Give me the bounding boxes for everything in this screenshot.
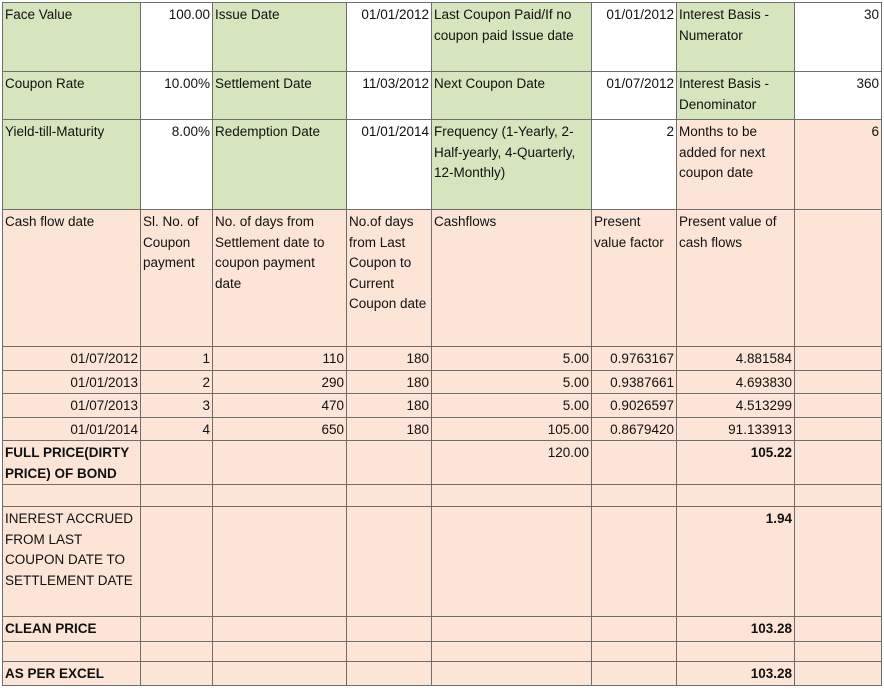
- cell-empty[interactable]: [347, 662, 432, 686]
- cell-months-label[interactable]: Months to be added for next coupon date: [677, 120, 795, 210]
- cell-redemption-label[interactable]: Redemption Date: [213, 120, 347, 210]
- cell-empty[interactable]: [347, 642, 432, 662]
- cell-empty[interactable]: [592, 485, 677, 507]
- cell-empty[interactable]: [432, 507, 592, 617]
- cell-empty[interactable]: [213, 642, 347, 662]
- cell-settlement-label[interactable]: Settlement Date: [213, 72, 347, 120]
- cell-coupon-number[interactable]: 1: [141, 347, 213, 371]
- cell-empty[interactable]: [795, 642, 882, 662]
- cell-empty[interactable]: [795, 662, 882, 686]
- table-row: [3, 370, 882, 394]
- cell-coupon-number[interactable]: 4: [141, 417, 213, 441]
- cell-cash-flow-date[interactable]: 01/07/2013: [3, 394, 141, 418]
- cell-pv-cashflow[interactable]: 91.133913: [677, 417, 795, 441]
- cell-ytm[interactable]: 8.00%: [141, 120, 213, 210]
- blank-row: [3, 642, 882, 662]
- cell-empty[interactable]: [347, 441, 432, 485]
- blank-row: [3, 485, 882, 507]
- cell-interest-num[interactable]: 30: [795, 3, 882, 72]
- cell-empty[interactable]: [213, 441, 347, 485]
- cell-empty[interactable]: [592, 642, 677, 662]
- cell-empty[interactable]: [795, 417, 882, 441]
- cell-empty[interactable]: [3, 642, 141, 662]
- cell-pv-factor[interactable]: 0.9387661: [592, 370, 677, 394]
- cell-days-from-settlement[interactable]: 110: [213, 347, 347, 371]
- cell-empty[interactable]: [432, 662, 592, 686]
- header-cash-flow-date[interactable]: Cash flow date: [3, 210, 141, 347]
- cell-empty[interactable]: [141, 485, 213, 507]
- cell-days-between-coupons[interactable]: 180: [347, 417, 432, 441]
- cell-coupon-rate[interactable]: 10.00%: [141, 72, 213, 120]
- cell-clean-price-label[interactable]: CLEAN PRICE: [3, 617, 141, 642]
- cell-empty[interactable]: [432, 485, 592, 507]
- cell-empty[interactable]: [213, 662, 347, 686]
- table-row: [3, 417, 882, 441]
- as-per-excel-row: [3, 662, 882, 686]
- cell-pv-cashflow[interactable]: 4.881584: [677, 347, 795, 371]
- cell-accrued-interest[interactable]: 1.94: [677, 507, 795, 617]
- cell-empty[interactable]: [795, 347, 882, 371]
- cell-coupon-number[interactable]: 3: [141, 394, 213, 418]
- cell-clean-price[interactable]: 103.28: [677, 617, 795, 642]
- cell-cash-flow-date[interactable]: 01/01/2013: [3, 370, 141, 394]
- cell-empty[interactable]: [795, 370, 882, 394]
- header-cashflows[interactable]: Cashflows: [432, 210, 592, 347]
- cell-empty[interactable]: [592, 507, 677, 617]
- cell-days-between-coupons[interactable]: 180: [347, 394, 432, 418]
- cell-empty[interactable]: [432, 642, 592, 662]
- cell-cashflow[interactable]: 5.00: [432, 347, 592, 371]
- cell-redemption[interactable]: 01/01/2014: [347, 120, 432, 210]
- cell-interest-label[interactable]: INEREST ACCRUED FROM LAST COUPON DATE TO SETTLEMENT DATE: [3, 507, 141, 617]
- cell-frequency-label[interactable]: Frequency (1-Yearly, 2-Half-yearly, 4-Quarterly, 12-Monthly): [432, 120, 592, 210]
- cell-days-from-settlement[interactable]: 650: [213, 417, 347, 441]
- cell-settlement[interactable]: 11/03/2012: [347, 72, 432, 120]
- cell-as-per-excel-label[interactable]: AS PER EXCEL: [3, 662, 141, 686]
- cell-pv-factor[interactable]: 0.9763167: [592, 347, 677, 371]
- header-pv-factor[interactable]: Present value factor: [592, 210, 677, 347]
- cell-frequency[interactable]: 2: [592, 120, 677, 210]
- cell-ytm-label[interactable]: Yield-till-Maturity: [3, 120, 141, 210]
- cell-full-price-label[interactable]: FULL PRICE(DIRTY PRICE) OF BOND: [3, 441, 141, 485]
- accrued-interest-row: [3, 507, 882, 617]
- cell-as-per-excel[interactable]: 103.28: [677, 662, 795, 686]
- cell-face-value-label[interactable]: Face Value: [3, 3, 141, 72]
- cell-empty[interactable]: [141, 642, 213, 662]
- cell-full-price[interactable]: 105.22: [677, 441, 795, 485]
- cell-next-coupon[interactable]: 01/07/2012: [592, 72, 677, 120]
- cell-days-from-settlement[interactable]: 290: [213, 370, 347, 394]
- cell-pv-factor[interactable]: 0.9026597: [592, 394, 677, 418]
- cell-empty[interactable]: [432, 617, 592, 642]
- cell-empty[interactable]: [592, 662, 677, 686]
- cell-empty[interactable]: [795, 394, 882, 418]
- cell-cashflow[interactable]: 105.00: [432, 417, 592, 441]
- cell-days-between-coupons[interactable]: 180: [347, 370, 432, 394]
- params-row-1: [3, 3, 882, 72]
- cell-empty[interactable]: [677, 485, 795, 507]
- header-days-between-coupons[interactable]: No.of days from Last Coupon to Current Coupon date: [347, 210, 432, 347]
- column-header-row: [3, 210, 882, 347]
- cell-last-coupon[interactable]: 01/01/2012: [592, 3, 677, 72]
- cell-empty[interactable]: [141, 617, 213, 642]
- cell-cashflow[interactable]: 5.00: [432, 394, 592, 418]
- table-row: [3, 394, 882, 418]
- cell-empty[interactable]: [141, 507, 213, 617]
- cell-pv-cashflow[interactable]: 4.693830: [677, 370, 795, 394]
- cell-days-between-coupons[interactable]: 180: [347, 347, 432, 371]
- cell-cash-flow-date[interactable]: 01/01/2014: [3, 417, 141, 441]
- cell-interest-den[interactable]: 360: [795, 72, 882, 120]
- cell-pv-cashflow[interactable]: 4.513299: [677, 394, 795, 418]
- cell-cash-flow-date[interactable]: 01/07/2012: [3, 347, 141, 371]
- cell-last-coupon-label[interactable]: Last Coupon Paid/If no coupon paid Issue date: [432, 3, 592, 72]
- cell-empty[interactable]: [795, 485, 882, 507]
- params-row-3: [3, 120, 882, 210]
- cell-face-value[interactable]: 100.00: [141, 3, 213, 72]
- cell-coupon-number[interactable]: 2: [141, 370, 213, 394]
- params-row-2: [3, 72, 882, 120]
- cell-empty[interactable]: [592, 441, 677, 485]
- cell-empty[interactable]: [213, 507, 347, 617]
- cell-empty[interactable]: [3, 485, 141, 507]
- cell-empty[interactable]: [795, 441, 882, 485]
- cell-empty[interactable]: [141, 662, 213, 686]
- cell-months[interactable]: 6: [795, 120, 882, 210]
- cell-days-from-settlement[interactable]: 470: [213, 394, 347, 418]
- cell-empty[interactable]: [141, 441, 213, 485]
- cell-empty[interactable]: [795, 507, 882, 617]
- cell-empty[interactable]: [677, 642, 795, 662]
- header-coupon-number[interactable]: Sl. No. of Coupon payment: [141, 210, 213, 347]
- cell-empty[interactable]: [213, 617, 347, 642]
- cell-empty[interactable]: [347, 485, 432, 507]
- cell-cashflow[interactable]: 5.00: [432, 370, 592, 394]
- cell-total-cashflows[interactable]: 120.00: [432, 441, 592, 485]
- full-price-row: [3, 441, 882, 485]
- table-row: [3, 347, 882, 371]
- header-pv-cashflows[interactable]: Present value of cash flows: [677, 210, 795, 347]
- cell-empty[interactable]: [592, 617, 677, 642]
- cell-pv-factor[interactable]: 0.8679420: [592, 417, 677, 441]
- bond-pricing-table: [2, 2, 882, 686]
- spreadsheet: [2, 2, 881, 691]
- header-days-from-settlement[interactable]: No. of days from Settlement date to coupon payment date: [213, 210, 347, 347]
- cell-empty[interactable]: [347, 617, 432, 642]
- cell-next-coupon-label[interactable]: Next Coupon Date: [432, 72, 592, 120]
- cell-empty[interactable]: [795, 617, 882, 642]
- cell-interest-num-label[interactable]: Interest Basis - Numerator: [677, 3, 795, 72]
- cell-empty[interactable]: [347, 507, 432, 617]
- cell-issue-date-label[interactable]: Issue Date: [213, 3, 347, 72]
- cell-coupon-rate-label[interactable]: Coupon Rate: [3, 72, 141, 120]
- cell-issue-date[interactable]: 01/01/2012: [347, 3, 432, 72]
- cell-empty[interactable]: [213, 485, 347, 507]
- clean-price-row: [3, 617, 882, 642]
- cell-empty[interactable]: [795, 210, 882, 347]
- cell-interest-den-label[interactable]: Interest Basis - Denominator: [677, 72, 795, 120]
